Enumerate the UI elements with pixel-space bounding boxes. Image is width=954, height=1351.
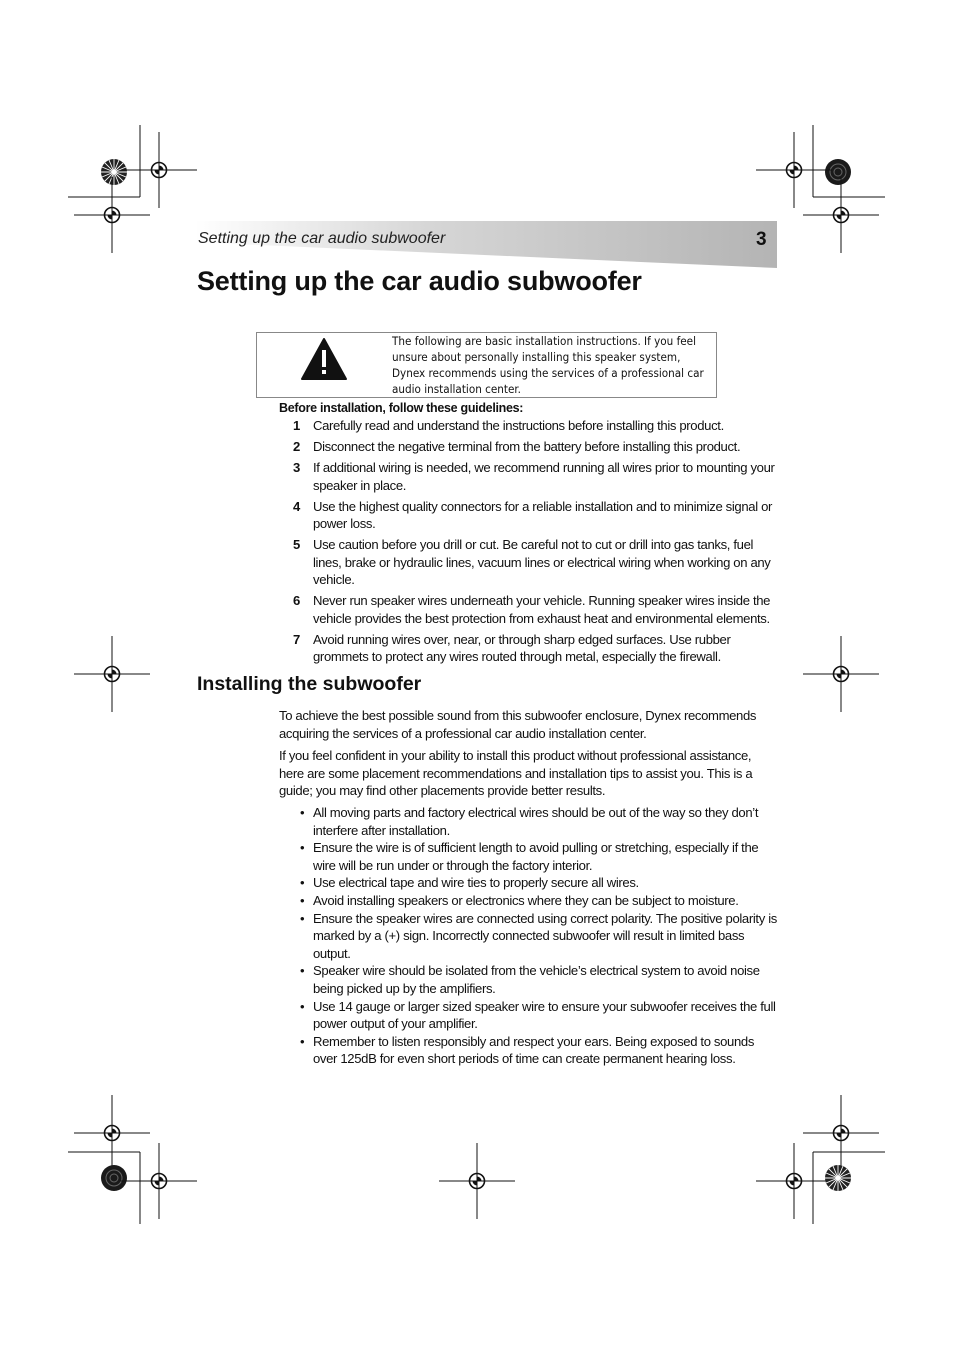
guide-paragraph: If you feel confident in your ability to install this product without professional assistance, here are some placement recommendations and installation tips to assist you. This is a guide; you may find other placements provide better results. xyxy=(279,748,753,799)
page-number: 3 xyxy=(756,229,767,250)
list-item xyxy=(279,892,779,910)
bullet-icon: • xyxy=(300,998,305,1014)
item-text: Use electrical tape and wire ties to properly secure all wires. xyxy=(313,875,639,891)
list-item xyxy=(279,592,779,627)
tips-list xyxy=(279,804,779,1068)
item-text: Carefully read and understand the instructions before installing this product. xyxy=(313,418,724,433)
item-number: 1 xyxy=(293,418,300,433)
list-item xyxy=(279,910,779,963)
item-text: Use the highest quality connectors for a reliable installation and to minimize signal or power loss. xyxy=(313,498,773,532)
list-item xyxy=(279,1033,779,1068)
guidelines-title: Before installation, follow these guidelines: xyxy=(279,401,524,415)
item-text: Disconnect the negative terminal from the battery before installing this product. xyxy=(313,438,741,454)
item-text: Use caution before you drill or cut. Be careful not to cut or drill into gas tanks, fuel lines, brake or hydraulic lines, vacuum lines or electrical wiring when working on any vehicle. xyxy=(313,537,771,588)
bullet-icon: • xyxy=(300,840,305,856)
bullet-icon: • xyxy=(300,1033,305,1049)
bullet-icon: • xyxy=(300,805,305,820)
warning-triangle-icon xyxy=(300,337,348,381)
bullet-icon: • xyxy=(300,910,305,926)
bullet-icon: • xyxy=(300,875,305,891)
item-text: Never run speaker wires underneath your vehicle. Running speaker wires inside the vehicle provides the best protection from exhaust heat and environmental elements. xyxy=(313,593,771,626)
item-text: Ensure the wire is of sufficient length to avoid pulling or stretching, especially if the wire will be run under or through the factory interior. xyxy=(313,840,759,873)
bullet-icon: • xyxy=(300,963,305,979)
item-text: Use 14 gauge or larger sized speaker wire to ensure your subwoofer receives the full power output of your amplifier. xyxy=(313,998,776,1032)
list-item xyxy=(279,536,779,589)
list-item xyxy=(279,459,779,494)
list-item xyxy=(279,874,779,892)
item-number: 3 xyxy=(293,459,300,475)
item-number: 5 xyxy=(293,537,300,553)
running-header: Setting up the car audio subwoofer xyxy=(198,230,446,247)
list-item xyxy=(279,498,779,533)
item-number: 4 xyxy=(293,498,300,514)
item-text: Remember to listen responsibly and respect your ears. Being exposed to sounds over 125dB for even short periods of time can create permanent hearing loss. xyxy=(313,1033,755,1067)
list-item xyxy=(279,417,779,435)
list-item xyxy=(279,804,779,839)
item-text: Speaker wire should be isolated from the vehicle’s electrical system to avoid noise being picked up by the amplifiers. xyxy=(313,963,760,996)
item-text: Ensure the speaker wires are connected using correct polarity. The positive polarity is marked by a (+) sign. Incorrectly connected subwoofer will result in limited bass output. xyxy=(313,910,777,961)
item-number: 2 xyxy=(293,438,300,454)
item-text: If additional wiring is needed, we recommend running all wires prior to mounting your speaker in place. xyxy=(313,459,775,493)
item-number: 7 xyxy=(293,631,300,647)
list-item xyxy=(279,962,779,997)
item-text: Avoid running wires over, near, or through sharp edged surfaces. Use rubber grommets to protect any wires routed through metal, especially the firewall. xyxy=(313,631,731,665)
warning-text: The following are basic installation instructions. If you feel unsure about personally installing this speaker system, Dynex recommends using the services of a professional car audio installation center. xyxy=(392,334,704,396)
item-number: 6 xyxy=(293,593,300,609)
intro-paragraph: To achieve the best possible sound from this subwoofer enclosure, Dynex recommends acquiring the services of a professional car audio installation center. xyxy=(279,708,757,741)
section-heading: Installing the subwoofer xyxy=(197,673,422,695)
list-item xyxy=(279,998,779,1033)
item-text: All moving parts and factory electrical wires should be out of the way so they don’t interfere after installation. xyxy=(313,805,759,838)
guidelines-list xyxy=(279,417,779,669)
list-item xyxy=(279,438,779,456)
list-item xyxy=(279,631,779,666)
list-item xyxy=(279,839,779,874)
warning-box xyxy=(256,332,717,398)
page-title: Setting up the car audio subwoofer xyxy=(197,266,642,296)
item-text: Avoid installing speakers or electronics where they can be subject to moisture. xyxy=(313,892,739,908)
bullet-icon: • xyxy=(300,892,305,908)
